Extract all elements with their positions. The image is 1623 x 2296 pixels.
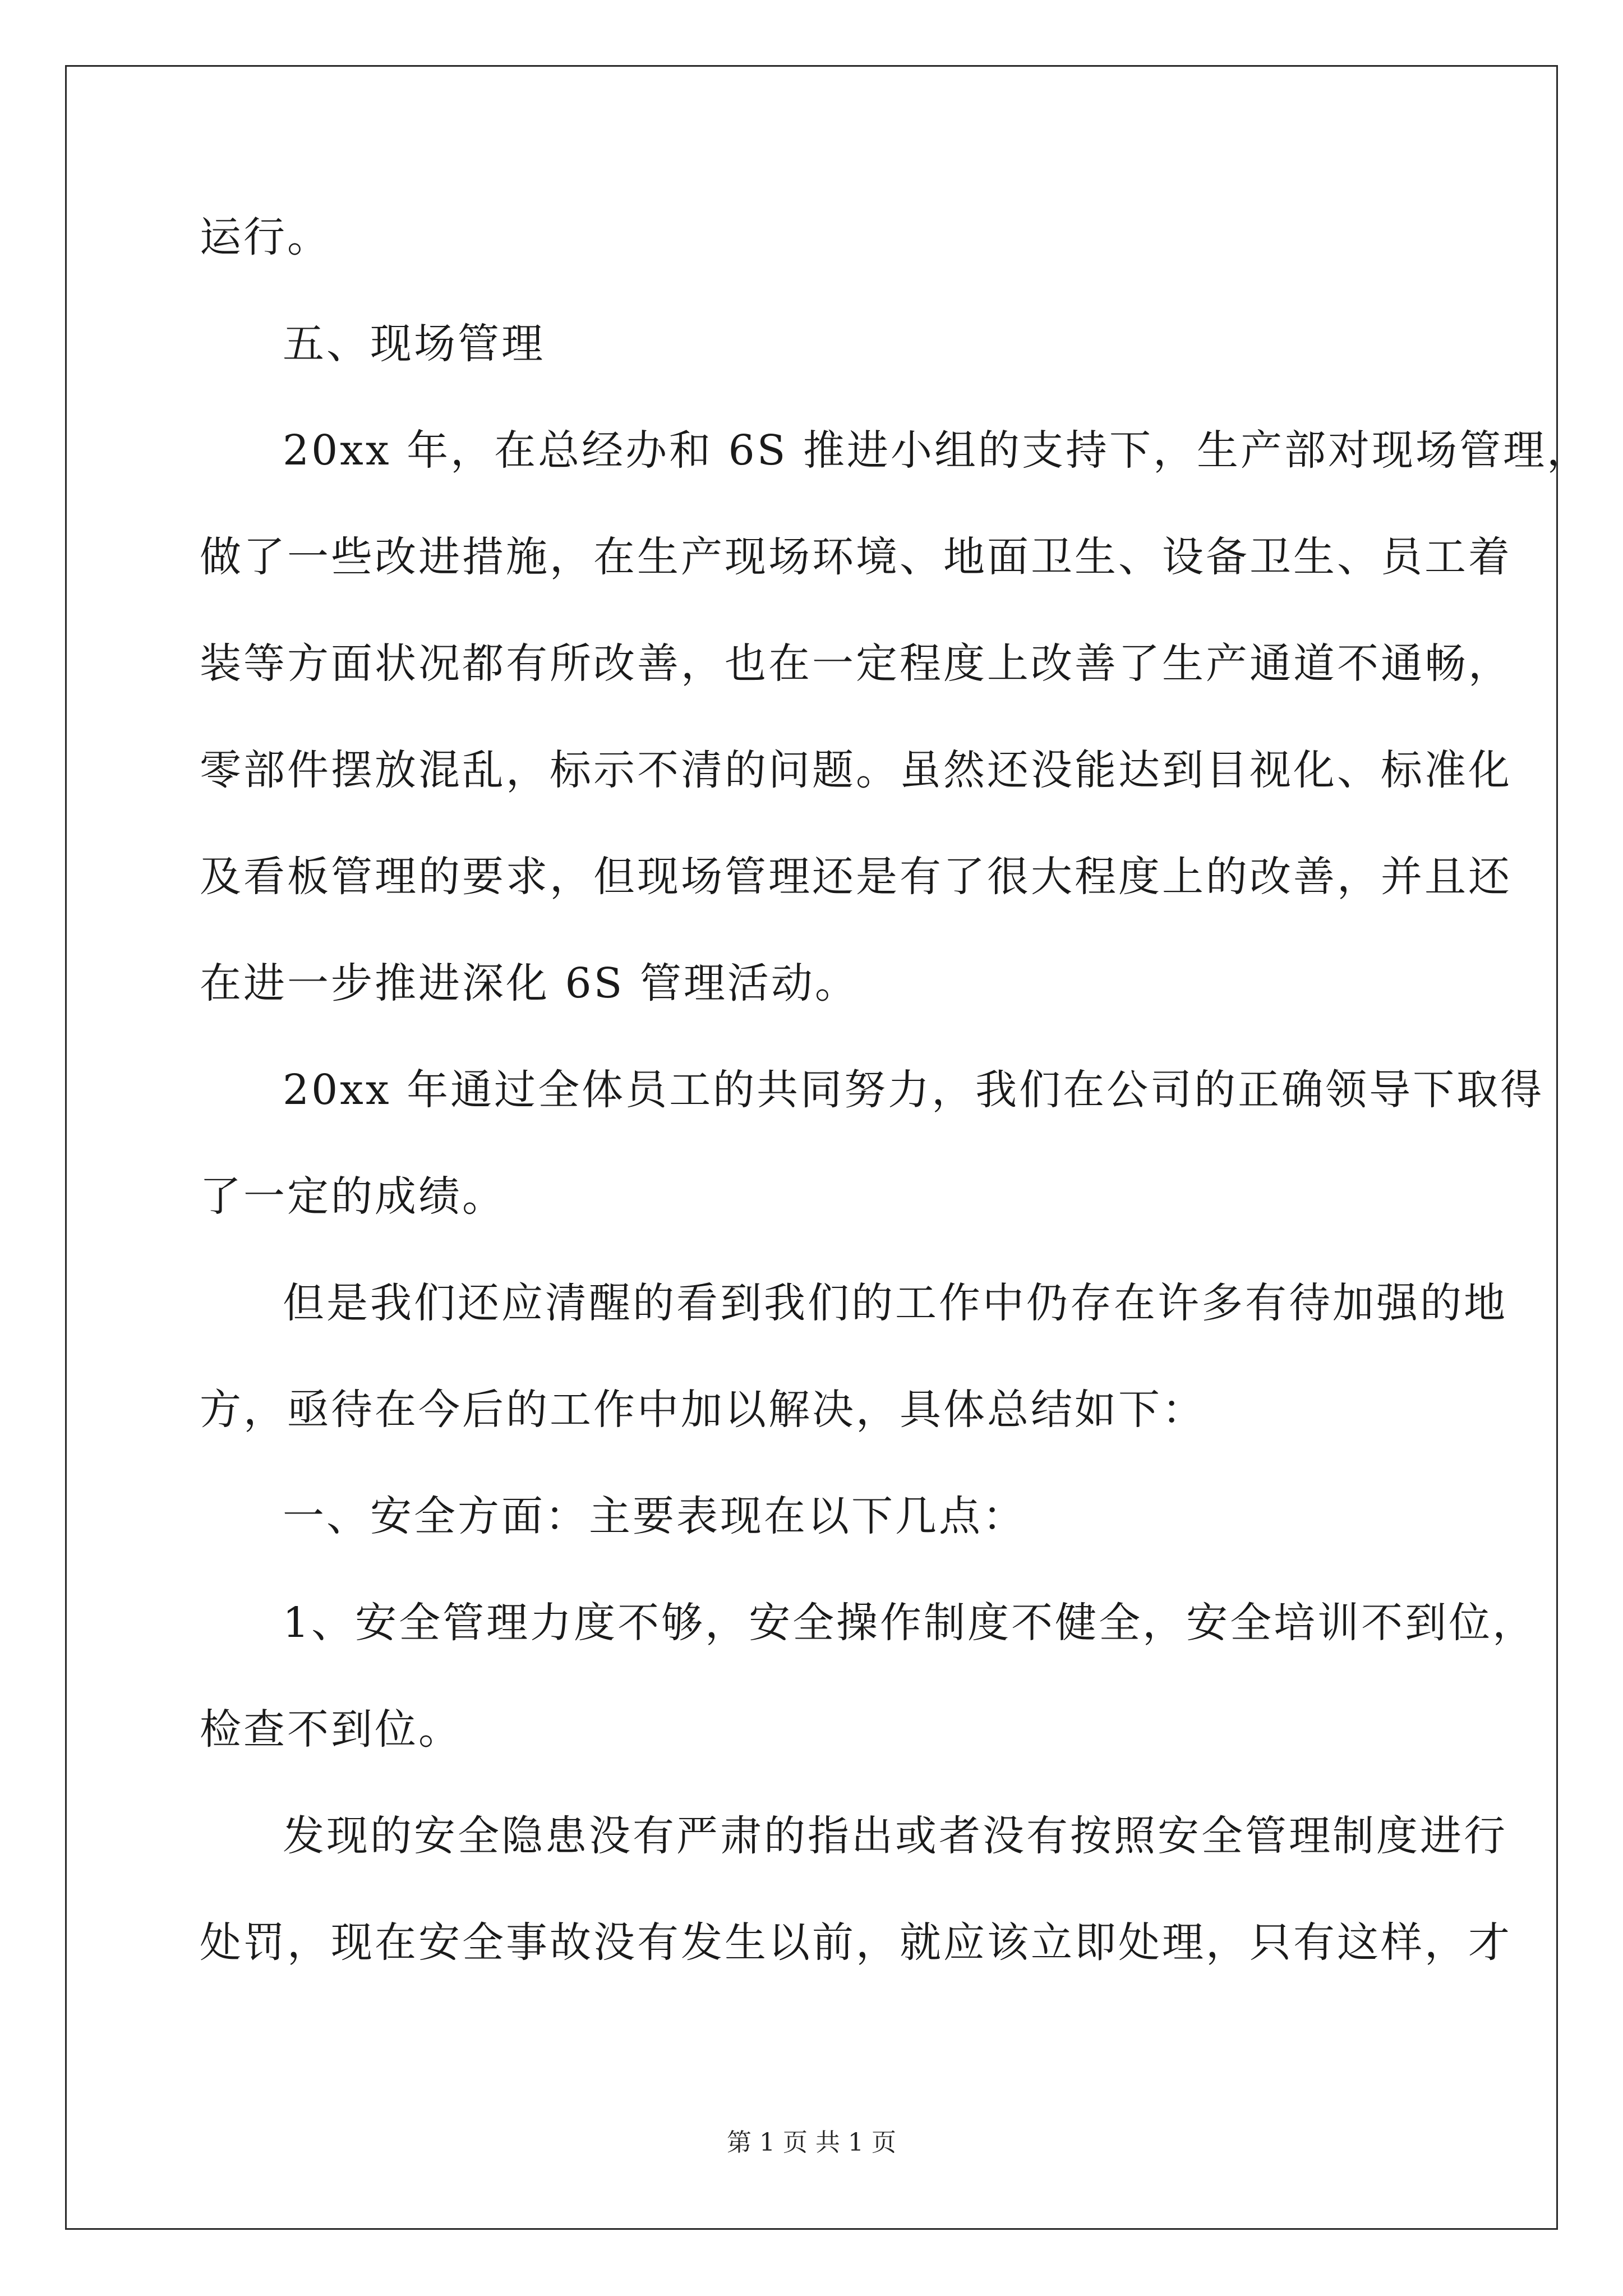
- text-line: 检查不到位。: [200, 1705, 462, 1754]
- text-line: 处罚，现在安全事故没有发生以前，就应该立即处理，只有这样，才: [200, 1918, 1512, 1967]
- text-line: 发现的安全隐患没有严肃的指出或者没有按照安全管理制度进行: [283, 1812, 1507, 1860]
- section-heading: 一、安全方面：主要表现在以下几点：: [283, 1492, 1026, 1540]
- text-line: 20xx 年通过全体员工的共同努力，我们在公司的正确领导下取得: [283, 1066, 1544, 1114]
- text-line: 做了一些改进措施，在生产现场环境、地面卫生、设备卫生、员工着: [200, 533, 1512, 581]
- text-line: 1、安全管理力度不够，安全操作制度不健全，安全培训不到位，: [283, 1599, 1537, 1647]
- text-line: 20xx 年，在总经办和 6S 推进小组的支持下，生产部对现场管理，: [283, 426, 1590, 475]
- section-heading: 五、现场管理: [283, 320, 545, 368]
- page-number-footer: 第 1 页 共 1 页: [727, 2128, 896, 2157]
- text-line: 但是我们还应清醒的看到我们的工作中仍存在许多有待加强的地: [283, 1279, 1507, 1327]
- text-line: 运行。: [200, 213, 331, 261]
- text-line: 零部件摆放混乱，标示不清的问题。虽然还没能达到目视化、标准化: [200, 746, 1512, 794]
- text-line: 装等方面状况都有所改善，也在一定程度上改善了生产通道不通畅，: [200, 639, 1512, 688]
- text-line: 及看板管理的要求，但现场管理还是有了很大程度上的改善，并且还: [200, 853, 1512, 901]
- text-line: 方，亟待在今后的工作中加以解决，具体总结如下：: [200, 1386, 1206, 1434]
- text-line: 了一定的成绩。: [200, 1172, 506, 1221]
- page-border: [65, 65, 1558, 2230]
- text-line: 在进一步推进深化 6S 管理活动。: [200, 959, 859, 1007]
